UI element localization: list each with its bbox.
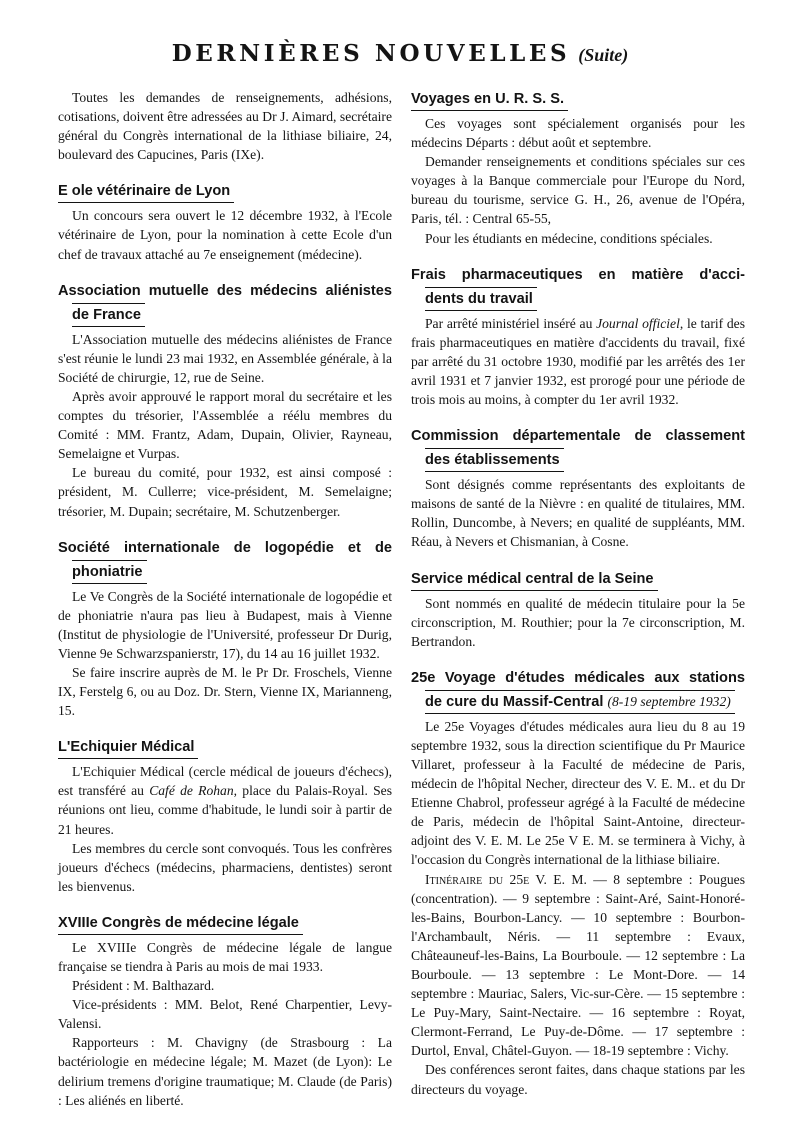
echiquier-paragraph-1: L'Echiquier Médical (cercle médical de joueurs d'échecs), est transféré au Café de Rohan, place du Palais-Royal. Ses réunions ont lieu, comme d'habitude, le lundi soir à partir de 21 heures. bbox=[58, 764, 393, 837]
heading-frais-pharmaceutiques bbox=[411, 264, 745, 314]
legale-paragraph-3: Vice-présidents : MM. Belot, René Charpentier, Levy-Valensi. bbox=[58, 997, 392, 1032]
echiquier-paragraph-2: Les membres du cercle sont convoqués. Tous les confrères joueurs d'échecs (médecins, pharmaciens, dentistes) seront les bienvenus. bbox=[58, 840, 392, 894]
heading-line-2: dents du travail bbox=[425, 287, 537, 311]
heading-service-medical-seine: Service médical central de la Seine bbox=[411, 568, 658, 591]
article-echiquier-medical bbox=[58, 736, 392, 896]
legale-paragraph-4: Rapporteurs : M. Chavigny (de Strasbourg : La bactériologie en médecine légale; M. Mazet (de Lyon): Le delirium tremens d'origine traumatique; M. Claude (de Paris) : Les aliénés en liberté. bbox=[58, 1035, 392, 1108]
alienistes-paragraph-2: Après avoir approuvé le rapport moral du secrétaire et les comptes du trésorier, l'Assemblée a réélu membres du Comité : MM. Frantz, Adam, Dupain, Olivier, Rayneau, Semelaigne et Vurpas. bbox=[58, 388, 392, 462]
frais-paragraph-1: Par arrêté ministériel inséré au Journal officiel, le tarif des frais pharmaceutiques en matière d'accidents du travail, fixé par arrêté du 31 octobre 1930, modifié par les arrêtés des 1er avril 1931 et 7 janvier 1932, est prorogé pour une période de trois mois au moins, à compter du 1er avril 1932. bbox=[411, 315, 745, 408]
article-commission-departementale bbox=[411, 425, 745, 551]
urss-paragraph-2: Demander renseignements et conditions spéciales sur ces voyages à la Banque commerciale pour l'Europe du Nord, bureau du tourisme, service G. H., 26, avenue de l'Opéra, Paris, tél. : Central 65-55, bbox=[411, 154, 745, 227]
lithiase-paragraph: Toutes les demandes de renseignements, adhésions, cotisations, doivent être adressées au Dr J. Aimard, secrétaire général du Congrès international de la lithiase biliaire, 24, boulevard des Capucines, Paris (IXe). bbox=[58, 90, 392, 163]
commission-paragraph-1: Sont désignés comme représentants des exploitants de maisons de santé de la Nièvre : en qualité de titulaires, MM. Rollin, Duncombe, à Nevers; en qualité de suppléants, MM. Réau, à Nevers et Chismanian, à Cosne. bbox=[411, 477, 745, 550]
heading-line-1: Société internationale de logopédie et de bbox=[58, 539, 392, 556]
article-service-medical-seine bbox=[411, 568, 745, 651]
heading-commission-departementale bbox=[411, 425, 745, 475]
heading-voyage-etudes bbox=[411, 667, 745, 717]
heading-line-2: de France bbox=[72, 303, 145, 327]
page-title-suite: (Suite) bbox=[578, 45, 629, 65]
heading-line-1: Association mutuelle des médecins aliénistes bbox=[58, 282, 392, 299]
alienistes-paragraph-3: Le bureau du comité, pour 1932, est ainsi composé : président, M. Cullerre; vice-président, M. Semelaigne; trésorier, M. Dupain; secrétaire, M. Schutzenberger. bbox=[58, 465, 392, 519]
heading-medecine-legale: XVIIIe Congrès de médecine légale bbox=[58, 912, 303, 935]
page-header bbox=[0, 40, 800, 67]
heading-dates: (8-19 septembre 1932) bbox=[607, 693, 731, 709]
urss-paragraph-3: Pour les étudiants en médecine, conditions spéciales. bbox=[425, 230, 713, 246]
article-logopedie bbox=[58, 537, 392, 721]
left-column bbox=[58, 88, 392, 1110]
page-title: DERNIÈRES NOUVELLES bbox=[171, 40, 571, 67]
article-voyage-etudes bbox=[411, 667, 745, 1099]
ecole-veterinaire-paragraph: Un concours sera ouvert le 12 décembre 1932, à l'Ecole vétérinaire de Lyon, pour la nomination à cette Ecole d'un chef de travaux attaché au 7e enseignement (médecine). bbox=[58, 208, 392, 262]
article-frais-pharmaceutiques bbox=[411, 264, 745, 409]
itinerary-label: Itinéraire du 25e V. E. M. bbox=[425, 871, 587, 887]
article-medecins-alienistes bbox=[58, 280, 392, 521]
heading-ecole-veterinaire: E ole vétérinaire de Lyon bbox=[58, 180, 234, 203]
right-column bbox=[411, 88, 745, 1099]
article-voyages-urss bbox=[411, 88, 745, 248]
urss-paragraph-1: Ces voyages sont spécialement organisés pour les médecins Départs : début août et septembre. bbox=[411, 116, 745, 151]
voyage-itinerary: Itinéraire du 25e V. E. M. — 8 septembre : Pougues (concentration). — 9 septembre : Saint-Aré, Saint-Honoré-les-Bains, Bourbon-Lancy. — 10 septembre : Bourbon-l'Archambault, Néris. — 11 septembre : Evaux, Châteauneuf-les-Bains, La Bourboule. — 12 septembre : La Bourboule. — 13 septembre : Le Mont-Dore. — 14 septembre : Mauriac, Salers, Vic-sur-Cère. — 15 septembre : Le Puy-Mary, Saint-Nectaire. — 16 septembre : Royat, Clermont-Ferrand, Le Puy-de-Dôme. — 17 septembre : Durtol, Enval, Châtel-Guyon. — 18-19 septembre : Vichy. bbox=[411, 871, 745, 1059]
heading-echiquier-medical: L'Echiquier Médical bbox=[58, 736, 198, 759]
voyage-paragraph-1: Le 25e Voyages d'études médicales aura lieu du 8 au 19 septembre 1932, sous la direction scientifique du Pr Maurice Villaret, professeur à la Faculté de médecine de Paris, médecin de l'hôpital Necher, directeur des V. E. M.. et du Dr Etienne Chabrol, professeur agrégé à la Faculté de médecine de Paris, médecin de l'hôpital Saint-Antoine, directeur-adjoint des V. E. M. Le 25e V E. M. se terminera à Vichy, à l'occasion du Congrès international de la lithiase biliaire. bbox=[411, 718, 745, 868]
legale-paragraph-1: Le XVIIIe Congrès de médecine légale de langue française se tiendra à Paris au mois de mai 1933. bbox=[58, 939, 392, 974]
heading-voyages-urss: Voyages en U. R. S. S. bbox=[411, 88, 568, 111]
logopedie-paragraph-1: Le Ve Congrès de la Société internationale de logopédie et de phoniatrie n'aura pas lieu à Budapest, mais à Vienne (Institut de physiologie de l'Université, professeur Dr Durig, Vienne 9e Schwarzspanierstr, 17), du 14 au 16 juillet 1932. bbox=[58, 588, 392, 661]
heading-medecins-alienistes bbox=[58, 280, 392, 330]
heading-line-2: de cure du Massif-Central (8-19 septembre 1932) bbox=[425, 690, 735, 714]
legale-paragraph-2: Président : M. Balthazard. bbox=[72, 978, 215, 994]
logopedie-paragraph-2: Se faire inscrire auprès de M. le Pr Dr. Froschels, Vienne IX, Ferstelg 6, ou au Doz. Dr. Stern, Vienne IX, Marianneng, 15. bbox=[58, 664, 392, 719]
heading-logopedie bbox=[58, 537, 392, 587]
seine-paragraph-1: Sont nommés en qualité de médecin titulaire pour la 5e circonscription, M. Routhier; pour la 7e circonscription, M. Bertrandon. bbox=[411, 595, 745, 649]
heading-line-1: 25e Voyage d'études médicales aux stations bbox=[411, 669, 745, 686]
heading-line-1: Commission départementale de classement bbox=[411, 428, 745, 445]
article-ecole-veterinaire bbox=[58, 180, 392, 263]
heading-line-1: Frais pharmaceutiques en matière d'acci- bbox=[411, 266, 745, 283]
article-medecine-legale bbox=[58, 912, 392, 1110]
article-lithiase-intro bbox=[58, 88, 392, 164]
alienistes-paragraph-1: L'Association mutuelle des médecins aliénistes de France s'est réunie le lundi 23 mai 1932, en Assemblée générale, à la Société de chirurgie, 12, rue de Seine. bbox=[58, 331, 392, 385]
heading-line-2: phoniatrie bbox=[72, 560, 147, 584]
heading-line-2: des établissements bbox=[425, 448, 564, 472]
journal-officiel: Journal officiel bbox=[596, 315, 680, 331]
cafe-de-rohan: Café de Rohan bbox=[149, 783, 234, 799]
voyage-paragraph-final: Des conférences seront faites, dans chaque stations par les directeurs du voyage. bbox=[411, 1062, 745, 1097]
